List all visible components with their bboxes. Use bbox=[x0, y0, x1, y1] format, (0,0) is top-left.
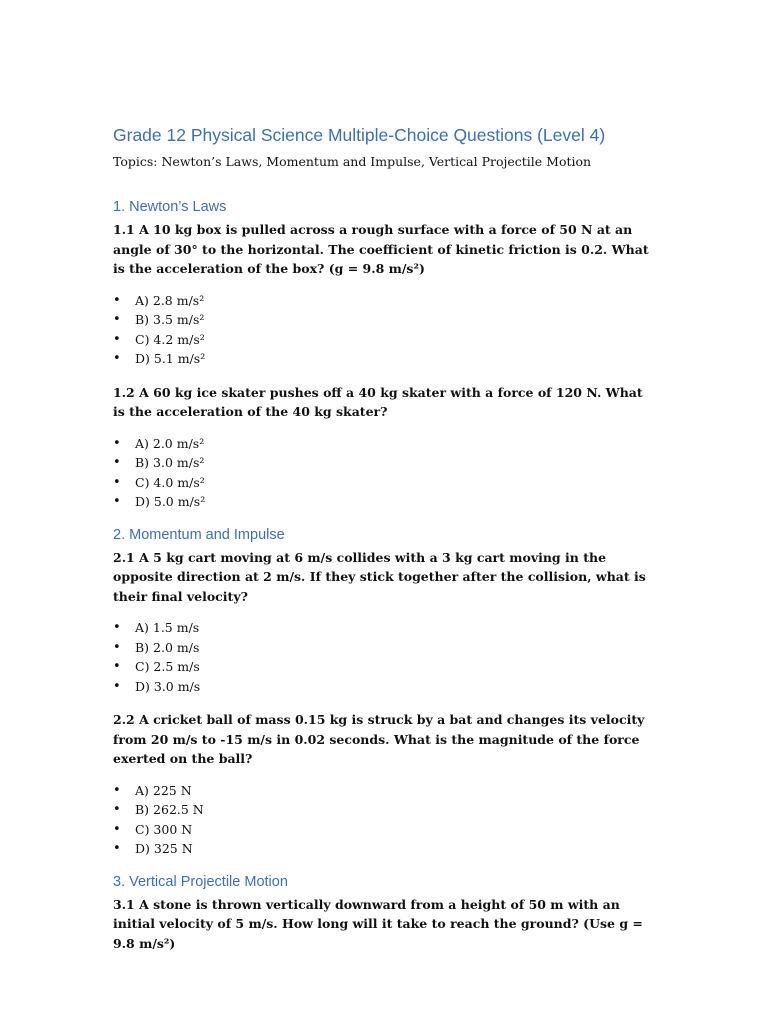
section-momentum-impulse bbox=[113, 526, 658, 859]
option-item bbox=[113, 310, 658, 330]
bullet-icon: • bbox=[113, 292, 121, 308]
option-label: A) 2.0 m/s² bbox=[135, 435, 205, 451]
option-label: C) 4.0 m/s² bbox=[135, 474, 205, 490]
option-label: A) 1.5 m/s bbox=[135, 620, 200, 635]
option-item bbox=[113, 618, 658, 638]
option-label: C) 300 N bbox=[135, 821, 193, 837]
section-heading: 1. Newton’s Laws bbox=[113, 199, 227, 215]
question-1-1: 1.1 A 10 kg box is pulled across a rough surface with a force of 50 N at an angle of 30° to the horizontal. The coefficient of kinetic friction is 0.2. What is the acceleration of the box? (g = 9.8 m/s²) bbox=[113, 222, 649, 276]
option-item bbox=[113, 349, 658, 369]
option-label: A) 225 N bbox=[135, 782, 192, 798]
section-newtons-laws bbox=[113, 198, 658, 512]
bullet-icon: • bbox=[113, 455, 121, 470]
bullet-icon: • bbox=[113, 494, 121, 509]
bullet-icon: • bbox=[113, 474, 121, 490]
section-vertical-projectile-motion bbox=[113, 873, 658, 954]
options-list bbox=[113, 618, 658, 696]
option-item bbox=[113, 330, 658, 350]
bullet-icon: • bbox=[113, 331, 121, 347]
bullet-icon: • bbox=[113, 802, 121, 817]
option-item bbox=[113, 453, 658, 473]
question-3-1: 3.1 A stone is thrown vertically downward from a height of 50 m with an initial velocity of 5 m/s. How long will it take to reach the ground? (Use g = 9.8 m/s²) bbox=[113, 896, 643, 951]
option-item bbox=[113, 657, 658, 677]
section-heading: 3. Vertical Projectile Motion bbox=[113, 873, 288, 890]
option-label: B) 3.5 m/s² bbox=[135, 312, 205, 327]
option-item bbox=[113, 492, 658, 512]
document-title: Grade 12 Physical Science Multiple-Choice Questions (Level 4) bbox=[113, 125, 606, 145]
bullet-icon: • bbox=[113, 435, 121, 451]
option-item bbox=[113, 473, 658, 493]
bullet-icon: • bbox=[113, 821, 121, 837]
question-2-2: 2.2 A cricket ball of mass 0.15 kg is struck by a bat and changes its velocity from 20 m/s to -15 m/s in 0.02 seconds. What is the magnitude of the force exerted on the ball? bbox=[113, 712, 645, 766]
option-item bbox=[113, 434, 658, 454]
bullet-icon: • bbox=[113, 351, 121, 366]
bullet-icon: • bbox=[113, 782, 121, 798]
bullet-icon: • bbox=[113, 620, 121, 635]
option-item bbox=[113, 677, 658, 697]
section-heading: 2. Momentum and Impulse bbox=[113, 526, 285, 543]
bullet-icon: • bbox=[113, 312, 121, 327]
options-list bbox=[113, 781, 658, 859]
bullet-icon: • bbox=[113, 841, 121, 856]
option-item bbox=[113, 800, 658, 820]
document-subtitle: Topics: Newton’s Laws, Momentum and Impulse, Vertical Projectile Motion bbox=[113, 154, 592, 169]
options-list bbox=[113, 291, 658, 369]
option-label: B) 2.0 m/s bbox=[135, 639, 200, 655]
question-1-2: 1.2 A 60 kg ice skater pushes off a 40 kg skater with a force of 120 N. What is the acceleration of the 40 kg skater? bbox=[113, 384, 643, 419]
option-item bbox=[113, 638, 658, 658]
option-item bbox=[113, 839, 658, 859]
options-list bbox=[113, 434, 658, 512]
question-2-1: 2.1 A 5 kg cart moving at 6 m/s collides with a 3 kg cart moving in the opposite direction at 2 m/s. If they stick together after the collision, what is their final velocity? bbox=[113, 549, 646, 604]
option-label: B) 262.5 N bbox=[135, 802, 204, 817]
option-label: C) 4.2 m/s² bbox=[135, 331, 205, 347]
option-label: D) 325 N bbox=[135, 841, 193, 856]
bullet-icon: • bbox=[113, 639, 121, 655]
bullet-icon: • bbox=[113, 659, 121, 674]
option-label: B) 3.0 m/s² bbox=[135, 455, 205, 470]
option-label: A) 2.8 m/s² bbox=[135, 292, 205, 308]
bullet-icon: • bbox=[113, 678, 121, 694]
option-label: D) 5.0 m/s² bbox=[135, 494, 206, 509]
option-item bbox=[113, 291, 658, 311]
option-label: D) 3.0 m/s bbox=[135, 678, 201, 694]
option-label: D) 5.1 m/s² bbox=[135, 351, 206, 366]
option-label: C) 2.5 m/s bbox=[135, 659, 200, 674]
option-item bbox=[113, 781, 658, 801]
option-item bbox=[113, 820, 658, 840]
